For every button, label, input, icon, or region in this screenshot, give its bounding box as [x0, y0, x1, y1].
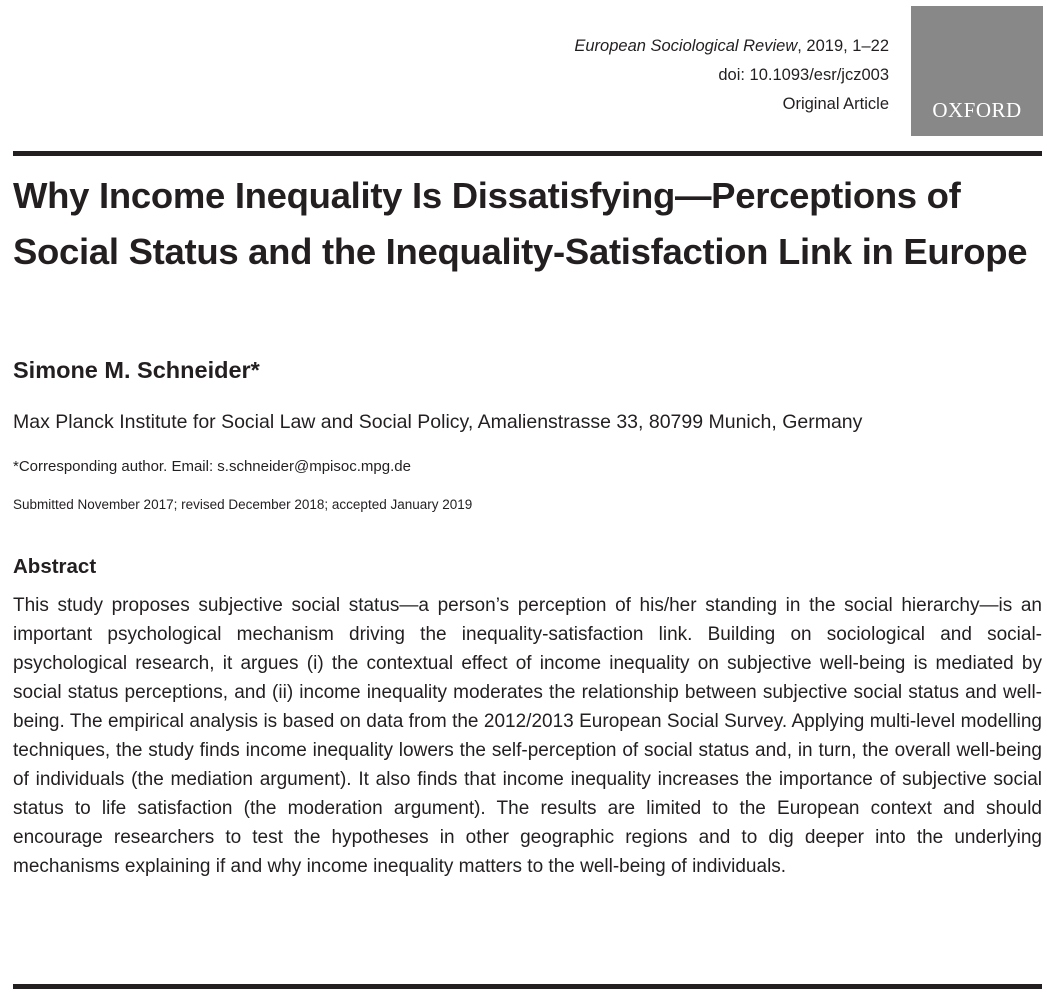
journal-citation: [574, 32, 889, 61]
bottom-rule: [13, 984, 1042, 989]
submission-dates: Submitted November 2017; revised December 2018; accepted January 2019: [13, 497, 473, 512]
journal-name: European Sociological Review: [574, 37, 798, 55]
article-type: Original Article: [782, 95, 889, 113]
corresponding-author: *Corresponding author. Email: s.schneider@mpisoc.mpg.de: [13, 458, 411, 475]
abstract-text: This study proposes subjective social status—a person’s perception of his/her standing in the social hierarchy—is an important psychological mechanism driving the inequality-satisfaction link. Building on sociological and social-psychological research, it argues (i) the contextual effect of income inequality on subjective well-being is mediated by social status perceptions, and (ii) income inequality moderates the relationship between subjective social status and well-being. The empirical analysis is based on data from the 2012/2013 European Social Survey. Applying multi-level modelling techniques, the study finds income inequality lowers the self-perception of social status and, in turn, the overall well-being of individuals (the mediation argument). It also finds that income inequality increases the importance of subjective social status to life satisfaction (the moderation argument). The results are limited to the European context and should encourage researchers to test the hypotheses in other geographic regions and to dig deeper into the underlying mechanisms explaining if and why income inequality matters to the well-being of individuals.: [13, 595, 1042, 877]
journal-info: [574, 32, 889, 119]
doi: doi: 10.1093/esr/jcz003: [718, 66, 889, 84]
author-name: Simone M. Schneider*: [13, 357, 260, 383]
oxford-logo: [911, 6, 1043, 136]
top-rule: [13, 151, 1042, 156]
author-affiliation: Max Planck Institute for Social Law and Social Policy, Amalienstrasse 33, 80799 Munich, Germany: [13, 411, 863, 433]
oxford-logo-text: OXFORD: [932, 98, 1022, 122]
abstract-heading: Abstract: [13, 555, 97, 578]
article-title: Why Income Inequality Is Dissatisfying—Perceptions of Social Status and the Inequality-Satisfaction Link in Europe: [13, 175, 1028, 272]
journal-meta: , 2019, 1–22: [797, 37, 889, 55]
